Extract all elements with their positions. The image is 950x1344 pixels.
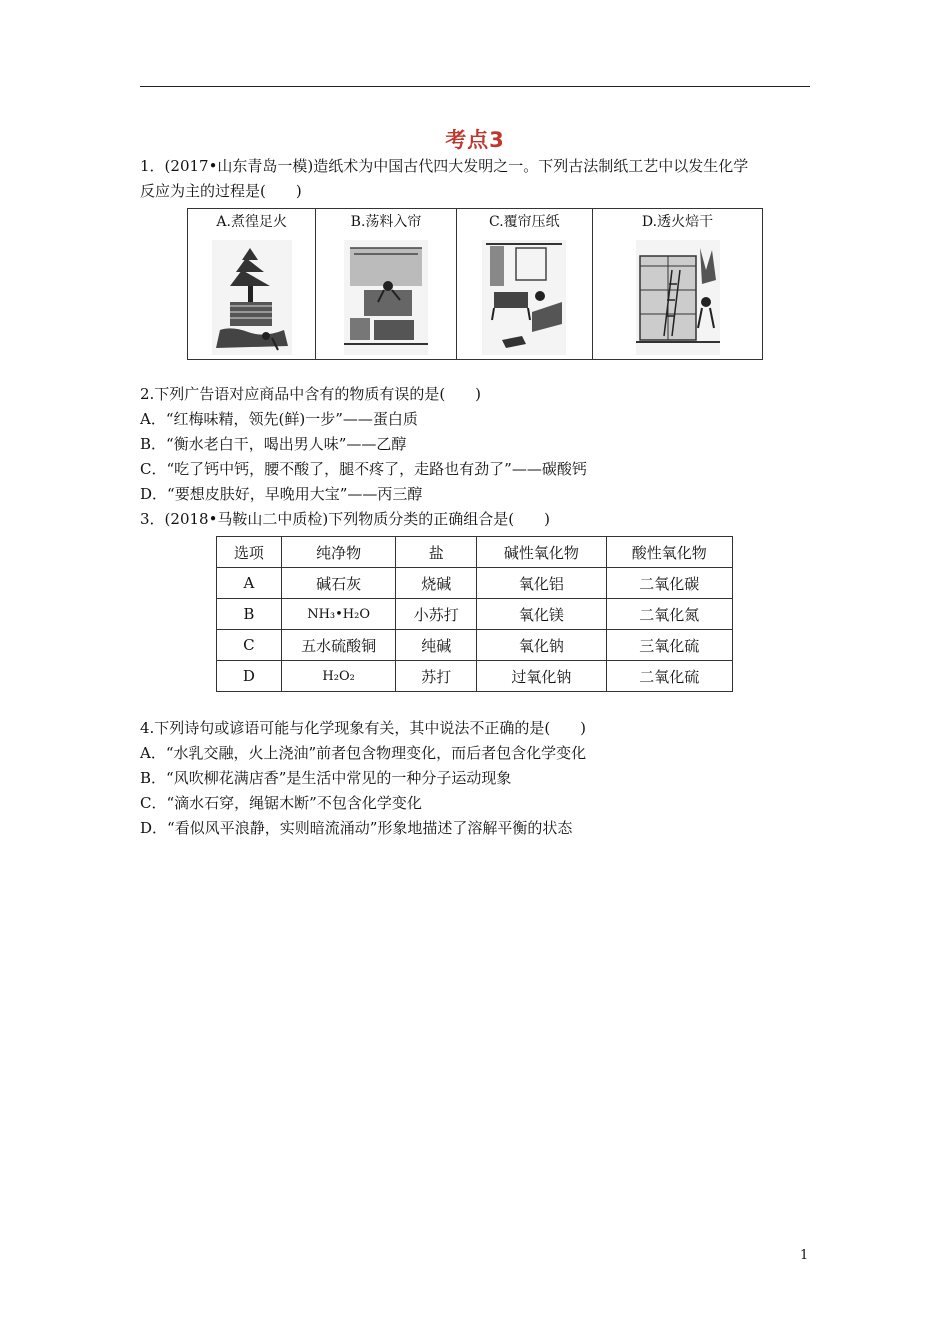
table-cell: 苏打 [396,661,477,692]
table-header-cell: 纯净物 [281,537,396,568]
table-header-cell: 碱性氧化物 [477,537,606,568]
q3-stem: 3．(2018•马鞍山二中质检)下列物质分类的正确组合是( ) [140,510,550,528]
q1-option-d [593,209,763,360]
q1-option-b-label: B.荡料入帘 [350,214,422,230]
fire-drying-illustration [636,240,720,355]
table-cell: 氧化钠 [477,630,606,661]
boiling-vat-illustration [212,240,292,355]
q3-classification-table [216,536,733,692]
q1-option-d-image [593,235,762,359]
table-cell: 碱石灰 [281,568,396,599]
table-cell: 二氧化碳 [606,568,732,599]
q1-option-a-image [188,235,315,359]
table-cell: A [217,568,282,599]
table-header-cell: 选项 [217,537,282,568]
table-cell: NH₃•H₂O [281,599,396,630]
table-cell: 烧碱 [396,568,477,599]
q1-option-c [456,209,592,360]
q2-option-b: B．“衡水老白干，喝出男人味”——乙醇 [140,435,407,453]
q4-option-a: A．“水乳交融，火上浇油”前者包含物理变化，而后者包含化学变化 [140,744,587,762]
q1-stem-line2: 反应为主的过程是( ) [140,182,302,200]
q1-option-c-image [457,235,592,359]
table-header-row [217,537,733,568]
table-cell: 五水硫酸铜 [281,630,396,661]
table-cell: 纯碱 [396,630,477,661]
table-cell: H₂O₂ [281,661,396,692]
table-row [217,568,733,599]
table-cell: 过氧化钠 [477,661,606,692]
table-cell: B [217,599,282,630]
table-header-cell: 盐 [396,537,477,568]
q4-option-c: C．“滴水石穿，绳锯木断”不包含化学变化 [140,794,422,812]
q1-options-table [187,208,763,360]
page-number: 1 [800,1248,809,1263]
table-cell: C [217,630,282,661]
q4-option-b: B．“风吹柳花满店香”是生活中常见的一种分子运动现象 [140,769,512,787]
q1-option-a-label: A.煮徨足火 [216,214,287,230]
q2-option-a: A．“红梅味精，领先(鲜)一步”——蛋白质 [140,410,418,428]
paper-pressing-illustration [482,240,566,355]
q1-option-c-label: C.覆帘压纸 [489,214,560,230]
q1-option-b-image [316,235,455,359]
table-cell: D [217,661,282,692]
q2-stem: 2.下列广告语对应商品中含有的物质有误的是( ) [140,385,482,403]
q4-option-d: D．“看似风平浪静，实则暗流涌动”形象地描述了溶解平衡的状态 [140,819,573,837]
table-row [217,630,733,661]
table-cell: 二氧化氮 [606,599,732,630]
q1-option-b [316,209,456,360]
q2-option-d: D．“要想皮肤好，早晚用大宝”——丙三醇 [140,485,423,503]
q2-option-c: C．“吃了钙中钙，腰不酸了，腿不疼了，走路也有劲了”——碳酸钙 [140,460,587,478]
table-cell: 三氧化硫 [606,630,732,661]
table-row [217,599,733,630]
table-cell: 氧化镁 [477,599,606,630]
header-rule [140,86,810,87]
q4-stem: 4.下列诗句或谚语可能与化学现象有关，其中说法不正确的是( ) [140,719,587,737]
table-cell: 二氧化硫 [606,661,732,692]
q1-stem-line1: 1．(2017•山东青岛一模)造纸术为中国古代四大发明之一。下列古法制纸工艺中以发生化学 [140,157,749,175]
q1-option-d-label: D.透火焙干 [641,214,714,230]
table-cell: 小苏打 [396,599,477,630]
q1-option-a [188,209,316,360]
table-cell: 氧化铝 [477,568,606,599]
table-row [217,661,733,692]
pulp-dipping-illustration [344,240,428,355]
section-title: 考点3 [445,128,505,152]
table-header-cell: 酸性氧化物 [606,537,732,568]
